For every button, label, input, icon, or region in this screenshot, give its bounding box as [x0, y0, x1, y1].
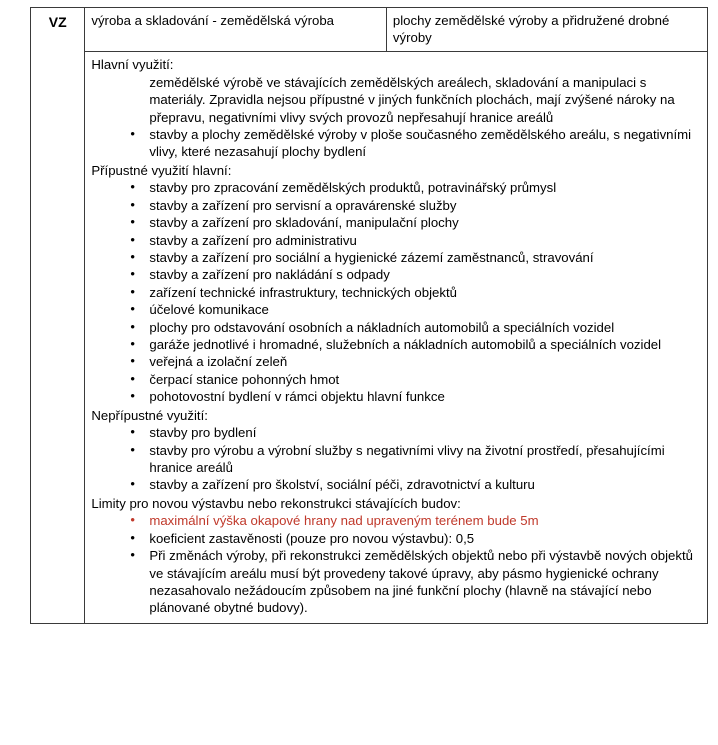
- zone-description-cell: plochy zemědělské výroby a přidružené drobné výroby: [386, 8, 707, 52]
- list-item: • stavby pro bydlení: [149, 424, 701, 441]
- section-list-limits: [91, 512, 701, 617]
- table-header-row: [31, 8, 708, 52]
- section-list-main-use: [91, 126, 701, 161]
- list-item: • veřejná a izolační zeleň: [149, 353, 701, 370]
- list-item: • stavby a zařízení pro nakládání s odpady: [149, 266, 701, 283]
- table-body-row: [31, 52, 708, 624]
- list-item: • garáže jednotlivé i hromadné, služebních a nákladních automobilů a speciálních vozidel: [149, 336, 701, 353]
- section-title-main-use: Hlavní využití:: [91, 57, 174, 73]
- list-item: • stavby pro výrobu a výrobní služby s negativními vlivy na životní prostředí, přesahujícími hranice areálů: [149, 442, 701, 477]
- list-item: • stavby a zařízení pro administrativu: [149, 232, 701, 249]
- list-item: • účelové komunikace: [149, 301, 701, 318]
- section-title-limits: Limity pro novou výstavbu nebo rekonstrukci stávajících budov:: [91, 495, 461, 511]
- list-item: • stavby pro zpracování zemědělských produktů, potravinářský průmysl: [149, 179, 701, 196]
- zone-regulation-table: [30, 7, 708, 624]
- list-item: • zařízení technické infrastruktury, technických objektů: [149, 284, 701, 301]
- list-item-highlighted: • maximální výška okapové hrany nad upraveným terénem bude 5m: [149, 512, 701, 529]
- list-item: • Při změnách výroby, při rekonstrukci zemědělských objektů nebo při výstavbě nových objektů ve stávajícím areálu musí být provedeny takové úpravy, aby pásmo hygienické ochrany nezasahovalo nežádoucím způsobem na jiné funkční plochy (hlavně na stávající nebo plánované obytné budovy).: [149, 547, 701, 617]
- list-item: • pohotovostní bydlení v rámci objektu hlavní funkce: [149, 388, 701, 405]
- list-item: • stavby a zařízení pro sociální a hygienické zázemí zaměstnanců, stravování: [149, 249, 701, 266]
- list-item: • stavby a zařízení pro servisní a opravárenské služby: [149, 197, 701, 214]
- zone-content-cell: [85, 52, 708, 624]
- section-list-prohibited-use: [91, 424, 701, 494]
- list-item: • koeficient zastavěnosti (pouze pro novou výstavbu): 0,5: [149, 530, 701, 547]
- zone-name-cell: výroba a skladování - zemědělská výroba: [85, 8, 387, 52]
- list-item: • plochy pro odstavování osobních a nákladních automobilů a speciálních vozidel: [149, 319, 701, 336]
- list-item: • čerpací stanice pohonných hmot: [149, 371, 701, 388]
- list-item: • stavby a zařízení pro školství, sociální péči, zdravotnictví a kulturu: [149, 476, 701, 493]
- section-title-permitted-use: Přípustné využití hlavní:: [91, 162, 232, 178]
- section-list-permitted-use: [91, 179, 701, 405]
- section-paragraph-main-use: zemědělské výrobě ve stávajících zemědělských areálech, skladování a manipulaci s materiály. Zpravidla nejsou přípustné v jiných funkčních plochách, mají zvýšené nároky na přepravu, negativními vlivy svých provozů nepřesahují hranice areálů: [149, 74, 675, 125]
- zone-code-cell: VZ: [31, 8, 85, 624]
- list-item: • stavby a plochy zemědělské výroby v ploše současného zemědělského areálu, s negativními vlivy, které nezasahují plochy bydlení: [149, 126, 701, 161]
- section-title-prohibited-use: Nepřípustné využití:: [91, 407, 208, 423]
- list-item: • stavby a zařízení pro skladování, manipulační plochy: [149, 214, 701, 231]
